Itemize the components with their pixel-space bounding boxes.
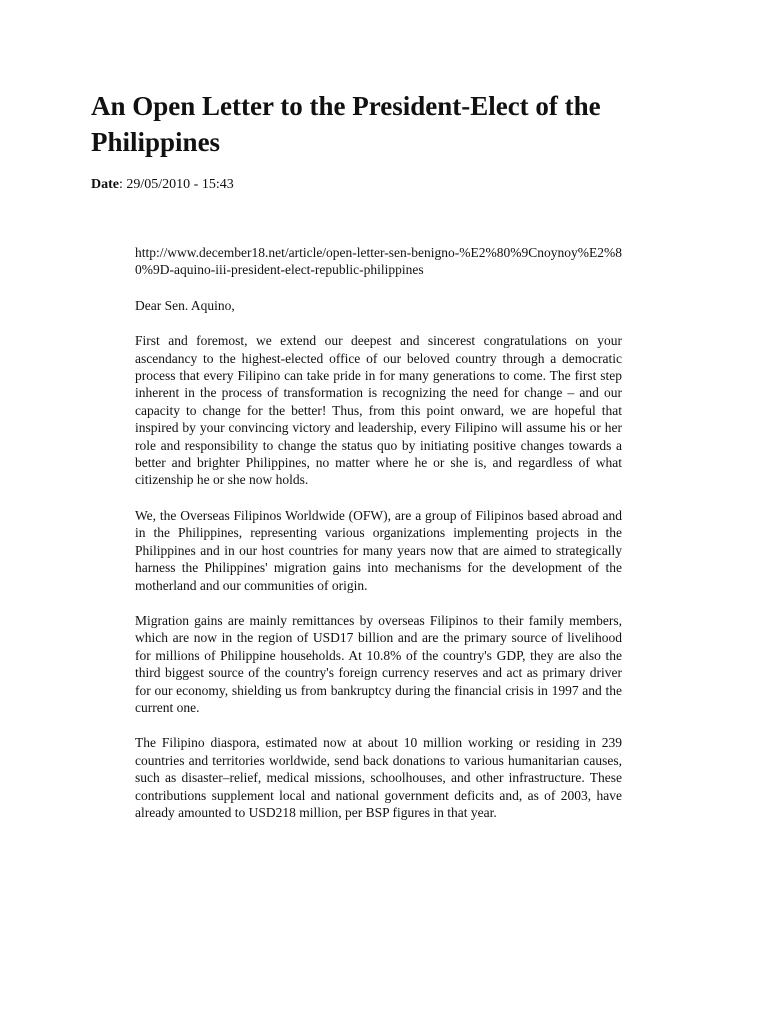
source-url: http://www.december18.net/article/open-letter-sen-benigno-%E2%80%9Cnoynoy%E2%80%9D-aquino-iii-president-elect-republic-philippines bbox=[135, 245, 622, 278]
paragraph-filipino-diaspora: The Filipino diaspora, estimated now at about 10 million working or residing in 239 countries and territories worldwide, send back donations to various humanitarian causes, such as disaster–relief, medical missions, schoolhouses, and other infrastructure. These contributions supplement local and national government deficits and, as of 2003, have already amounted to USD218 million, per BSP figures in that year. bbox=[135, 735, 622, 820]
date-label: Date bbox=[91, 177, 119, 192]
paragraph-migration-gains: Migration gains are mainly remittances by overseas Filipinos to their family members, which are now in the region of USD17 billion and are the primary source of livelihood for millions of Philippine households. At 10.8% of the country's GDP, they are also the third biggest source of the country's foreign currency reserves and act as primary driver for our economy, shielding us from bankruptcy during the financial crisis in 1997 and the current one. bbox=[135, 612, 622, 715]
paragraph-congratulations: First and foremost, we extend our deepest and sincerest congratulations on your ascendancy to the highest-elected office of our beloved country through a democratic process that every Filipino can take pride in for many generations to come. The first step inherent in the process of transformation is recognizing the need for change – and our capacity to change for the better! Thus, from this point onward, we are hopeful that inspired by your convincing victory and leadership, every Filipino will assume his or her role and responsibility to change the status quo by initiating positive changes towards a better and brighter Philippines, no matter where he or she is, and regardless of what citizenship he or she now holds. bbox=[135, 333, 622, 488]
salutation: Dear Sen. Aquino, bbox=[135, 297, 235, 313]
paragraph-ofw-intro: We, the Overseas Filipinos Worldwide (OFW), are a group of Filipinos based abroad and in the Philippines, representing various organizations implementing projects in the Philippines and in our host countries for many years now that are aimed to strategically harness the Philippines' migration gains into mechanisms for the development of the motherland and our communities of origin. bbox=[135, 507, 622, 593]
date-value: : 29/05/2010 - 15:43 bbox=[119, 177, 234, 192]
date-line bbox=[91, 176, 234, 194]
document-title: An Open Letter to the President-Elect of the Philippines bbox=[91, 91, 601, 157]
letter-body bbox=[135, 244, 622, 839]
